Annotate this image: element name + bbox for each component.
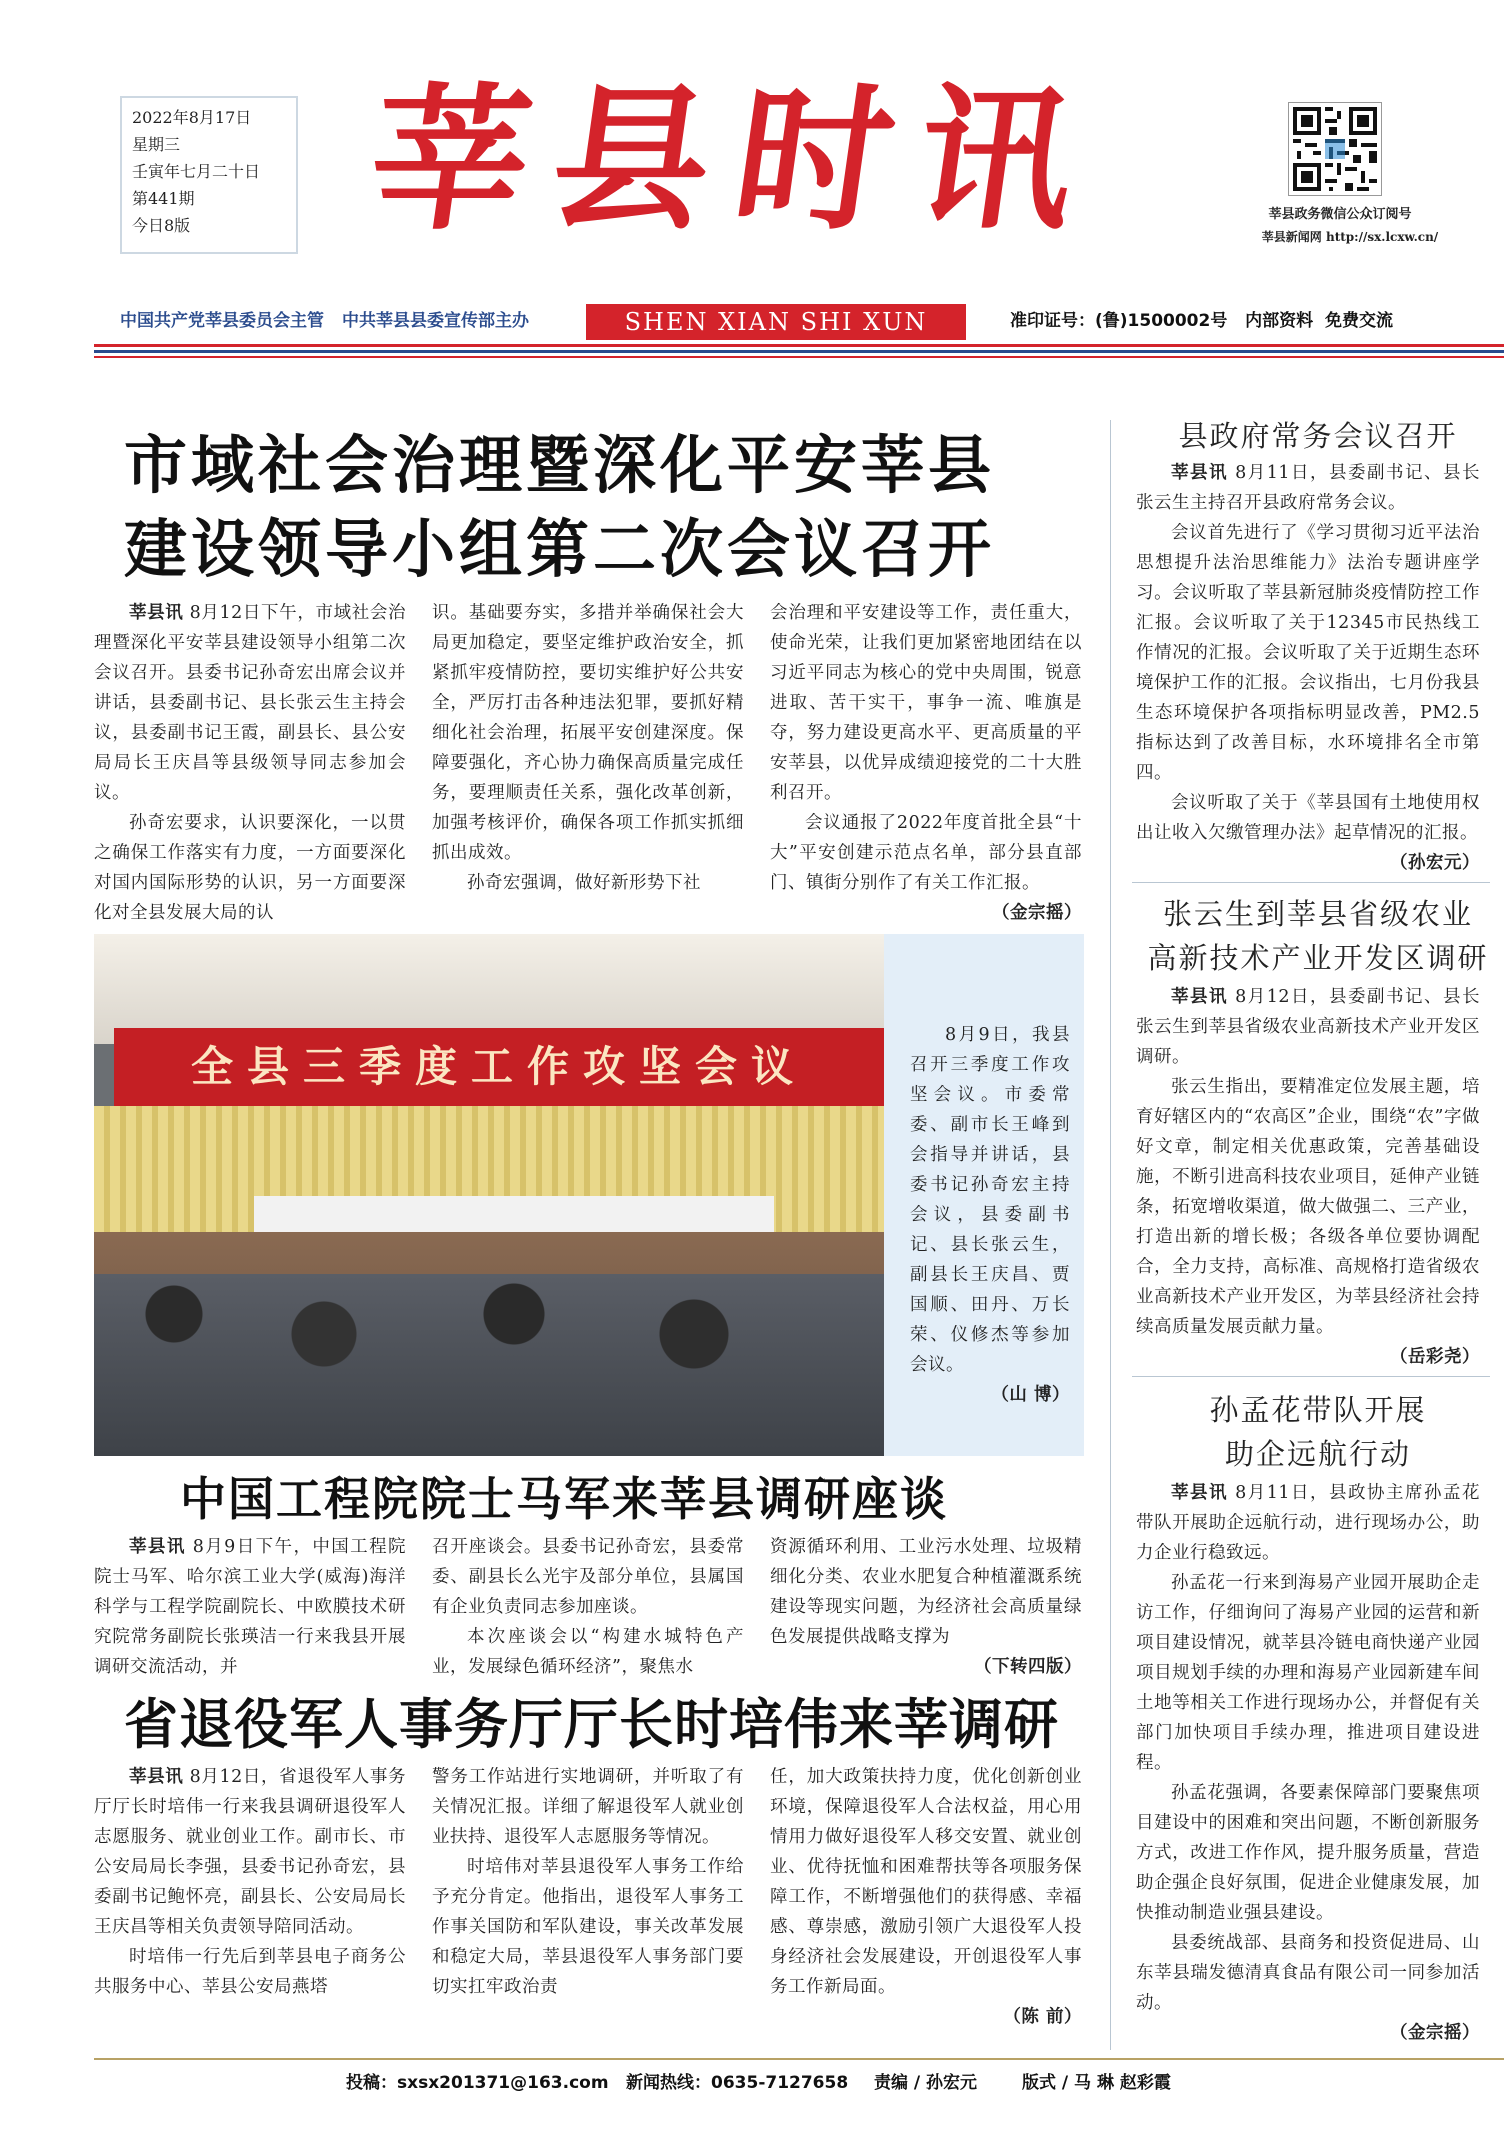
photo-signature: （山 博） <box>991 1385 1070 1405</box>
story3-paragraph: 8月12日，省退役军人事务厅厅长时培伟一行来我县调研退役军人志愿服务、就业创业工作。副市长、市公安局局长李强，县委书记孙奇宏，县委副书记鲍怀亮，副县长、公安局局长王庆昌等相关负责领导陪同活动。 <box>94 1767 406 1937</box>
footer-hotline: 新闻热线：0635-7127658 <box>626 2073 849 2093</box>
photo-audience <box>94 1274 884 1456</box>
side1-paragraph: 8月11日，县委副书记、县长张云生主持召开县政府常务会议。 <box>1136 463 1481 513</box>
side3-headline-line2: 助企远航行动 <box>1224 1437 1411 1471</box>
qr-caption-website[interactable]: 莘县新闻网 http://sx.lcxw.cn/ <box>1261 230 1439 244</box>
newspaper-title: 莘县时讯 <box>359 69 1113 251</box>
story2-byline: 莘县讯 <box>129 1537 186 1557</box>
side1-headline: 县政府常务会议召开 <box>1178 419 1458 453</box>
lead-signature: （金宗摇） <box>992 903 1082 923</box>
lead-paragraph: 会议通报了2022年度首批全县“十大”平安创建示范点名单，部分县直部门、镇街分别作了有关工作汇报。 <box>770 813 1082 893</box>
story3-headline: 省退役军人事务厅厅长时培伟来莘调研 <box>124 1693 1059 1756</box>
story2-paragraph: 资源循环利用、工业污水处理、垃圾精细化分类、农业水肥复合种植灌溉系统建设等现实问题，为经济社会高质量绿色发展提供战略支撑为 <box>770 1537 1082 1647</box>
side3-body <box>1136 1478 1480 2048</box>
sidebar-divider <box>1110 420 1111 2050</box>
license-line <box>1010 310 1393 332</box>
internal-text: 内部资料 <box>1245 311 1314 331</box>
lead-column-2 <box>432 598 744 898</box>
lead-paragraph: 识。基础要夯实，多措并举确保社会大局更加稳定，要坚定维护政治安全，抓紧抓牢疫情防控，要切实维护好公共安全，严厉打击各种违法犯罪，要抓好精细化社会治理，拓展平安创建深度。保障要强化，齐心协力确保高质量完成任务，要理顺责任关系，强化改革创新，加强考核评价，确保各项工作抓实抓细抓出成效。 <box>432 603 744 863</box>
story3-paragraph: 任，加大政策扶持力度，优化创新创业环境，保障退役军人合法权益，用心用情用力做好退役军人移交安置、就业创业、优待抚恤和困难帮扶等各项服务保障工作，不断增强他们的获得感、幸福感、尊崇感，激励引领广大退役军人投身经济社会发展建设，开创退役军人事务工作新局面。 <box>770 1767 1082 1997</box>
lead-paragraph: 会治理和平安建设等工作，责任重大，使命光荣，让我们更加紧密地团结在以习近平同志为核心的党中央周围，锐意进取、苦干实干，事争一流、唯旗是夺，努力建设更高水平、更高质量的平安莘县，以优异成绩迎接党的二十大胜利召开。 <box>770 603 1082 803</box>
photo-caption <box>910 1020 1070 1410</box>
side1-signature: （孙宏元） <box>1390 853 1480 873</box>
free-text: 免费交流 <box>1324 311 1393 331</box>
qr-caption-wechat: 莘县政务微信公众订阅号 <box>1268 207 1412 222</box>
side3-paragraph: 孙孟花一行来到海易产业园开展助企走访工作，仔细询问了海易产业园的运营和新项目建设情况，就莘县冷链电商快递产业园项目规划手续的办理和海易产业园新建车间土地等相关工作进行现场办公，并督促有关部门加快项目手续办理，推进项目建设进程。 <box>1136 1573 1480 1773</box>
side1-paragraph: 会议首先进行了《学习贯彻习近平法治思想提升法治思维能力》法治专题讲座学习。会议听取了莘县新冠肺炎疫情防控工作汇报。会议听取了关于12345市民热线工作情况的汇报。会议听取了关于近期生态环境保护工作的汇报。会议指出，七月份我县生态环境保护各项指标明显改善，PM2.5指标达到了改善目标，水环境排名全市第四。 <box>1136 523 1480 783</box>
story3-column-2 <box>432 1762 744 2002</box>
sidebar-separator-2 <box>1132 1376 1490 1377</box>
lead-headline-line2: 建设领导小组第二次会议召开 <box>124 513 995 586</box>
side3-byline: 莘县讯 <box>1171 1483 1229 1503</box>
lead-paragraph: 孙奇宏要求，认识要深化，一以贯之确保工作落实有力度，一方面要深化对国内国际形势的认识，另一方面要深化对全县发展大局的认 <box>94 813 406 923</box>
side1-byline: 莘县讯 <box>1171 463 1229 483</box>
meeting-photo <box>94 934 884 1456</box>
license-text: 准印证号：(鲁)1500002号 <box>1010 311 1228 331</box>
side3-paragraph: 8月11日，县政协主席孙孟花带队开展助企远航行动，进行现场办公，助力企业行稳致远。 <box>1136 1483 1481 1563</box>
issue-pages: 今日8版 <box>132 216 191 235</box>
side2-byline: 莘县讯 <box>1171 987 1229 1007</box>
story2-paragraph: 8月9日下午，中国工程院院士马军、哈尔滨工业大学(威海)海洋科学与工程学院副院长、中欧膜技术研究院常务副院长张瑛洁一行来我县开展调研交流活动，并 <box>94 1537 406 1677</box>
issue-weekday: 星期三 <box>132 135 181 154</box>
pinyin-bar: SHEN XIAN SHI XUN <box>586 304 966 340</box>
lead-column-3 <box>770 598 1082 928</box>
sponsor-line <box>120 310 529 332</box>
publisher-text: 中共莘县县委宣传部主办 <box>342 311 529 331</box>
story3-column-1 <box>94 1762 406 2002</box>
side3-signature: （金宗摇） <box>1390 2023 1480 2043</box>
story2-headline: 中国工程院院士马军来莘县调研座谈 <box>180 1472 948 1526</box>
issue-info-box <box>120 96 298 254</box>
photo-table <box>254 1196 774 1232</box>
side2-headline-line2: 高新技术产业开发区调研 <box>1147 941 1489 975</box>
story3-paragraph: 时培伟对莘县退役军人事务工作给予充分肯定。他指出，退役军人事务工作事关国防和军队建设，事关改革发展和稳定大局，莘县退役军人事务部门要切实扛牢政治责 <box>432 1857 744 1997</box>
footer-email[interactable]: 投稿：sxsx201371@163.com <box>346 2073 609 2093</box>
story2-paragraph: 本次座谈会以“构建水城特色产业，发展绿色循环经济”，聚焦水 <box>432 1627 744 1677</box>
story2-continued: （下转四版） <box>974 1657 1082 1677</box>
side2-paragraph: 张云生指出，要精准定位发展主题，培育好辖区内的“农高区”企业，围绕“农”字做好文章，制定相关优惠政策，完善基础设施，不断引进高科技农业项目，延伸产业链条，拓宽增收渠道，做大做强二、三产业，打造出新的增长极；各级各单位要协调配合，全力支持，高标准、高规格打造省级农业高新技术产业开发区，为莘县经济社会持续高质量发展贡献力量。 <box>1136 1077 1480 1337</box>
story3-column-3 <box>770 1762 1082 2032</box>
side2-paragraph: 8月12日，县委副书记、县长张云生到莘县省级农业高新技术产业开发区调研。 <box>1136 987 1481 1067</box>
lead-headline-line1: 市域社会治理暨深化平安莘县 <box>124 429 995 502</box>
side1-body <box>1136 458 1480 878</box>
story2-column-2 <box>432 1532 744 1682</box>
side2-headline-line1: 张云生到莘县省级农业 <box>1162 897 1473 931</box>
lead-paragraph: 孙奇宏强调，做好新形势下社 <box>467 873 701 893</box>
qr-code-icon[interactable] <box>1288 102 1382 196</box>
lead-column-1 <box>94 598 406 928</box>
footer-editor: 责编 / 孙宏元 <box>874 2073 978 2093</box>
photo-caption-text: 8月9日，我县召开三季度工作攻坚会议。市委常委、副市长王峰到会指导并讲话，县委书记孙奇宏主持会议，县委副书记、县长张云生，副县长王庆昌、贾国顺、田丹、万长荣、仪修杰等参加会议。 <box>910 1025 1070 1375</box>
footer-rule <box>94 2058 1504 2060</box>
lead-paragraph: 8月12日下午，市域社会治理暨深化平安莘县建设领导小组第二次会议召开。县委书记孙奇宏出席会议并讲话，县委副书记、县长张云生主持会议，县委副书记王霞，副县长、县公安局局长王庆昌等县级领导同志参加会议。 <box>94 603 406 803</box>
story2-column-3 <box>770 1532 1082 1682</box>
masthead-rule-red <box>94 344 1504 347</box>
side3-paragraph: 孙孟花强调，各要素保障部门要聚焦项目建设中的困难和突出问题，不断创新服务方式，改进工作作风，提升服务质量，营造助企强企良好氛围，促进企业健康发展，加快推动制造业强县建设。 <box>1136 1783 1480 1923</box>
side2-signature: （岳彩尧） <box>1390 1347 1480 1367</box>
issue-number: 第441期 <box>132 189 195 208</box>
story2-paragraph: 召开座谈会。县委书记孙奇宏，县委常委、副县长么光宇及部分单位，县属国有企业负责同志参加座谈。 <box>432 1537 744 1617</box>
sidebar-separator-1 <box>1132 882 1490 883</box>
photo-banner: 全县三季度工作攻坚会议 <box>114 1028 884 1106</box>
masthead-rule-blue <box>94 350 1504 353</box>
side1-paragraph: 会议听取了关于《莘县国有土地使用权出让收入欠缴管理办法》起草情况的汇报。 <box>1136 793 1480 843</box>
story3-paragraph: 时培伟一行先后到莘县电子商务公共服务中心、莘县公安局燕塔 <box>94 1947 406 1997</box>
issue-date: 2022年8月17日 <box>132 108 252 127</box>
side2-body <box>1136 982 1480 1372</box>
story2-column-1 <box>94 1532 406 1682</box>
side3-paragraph: 县委统战部、县商务和投资促进局、山东莘县瑞发德清真食品有限公司一同参加活动。 <box>1136 1933 1480 2013</box>
masthead-rule-red-2 <box>94 356 1504 358</box>
footer-layout: 版式 / 马 琳 赵彩霞 <box>1022 2073 1171 2093</box>
story3-signature: （陈 前） <box>1003 2007 1082 2027</box>
issue-lunar-date: 壬寅年七月二十日 <box>132 162 261 181</box>
story3-byline: 莘县讯 <box>129 1767 184 1787</box>
side3-headline-line1: 孙孟花带队开展 <box>1209 1393 1427 1427</box>
lead-byline: 莘县讯 <box>129 603 184 623</box>
story3-paragraph: 警务工作站进行实地调研，并听取了有关情况汇报。详细了解退役军人就业创业扶持、退役军人志愿服务等情况。 <box>432 1767 744 1847</box>
sponsor-text: 中国共产党莘县委员会主管 <box>120 311 324 331</box>
